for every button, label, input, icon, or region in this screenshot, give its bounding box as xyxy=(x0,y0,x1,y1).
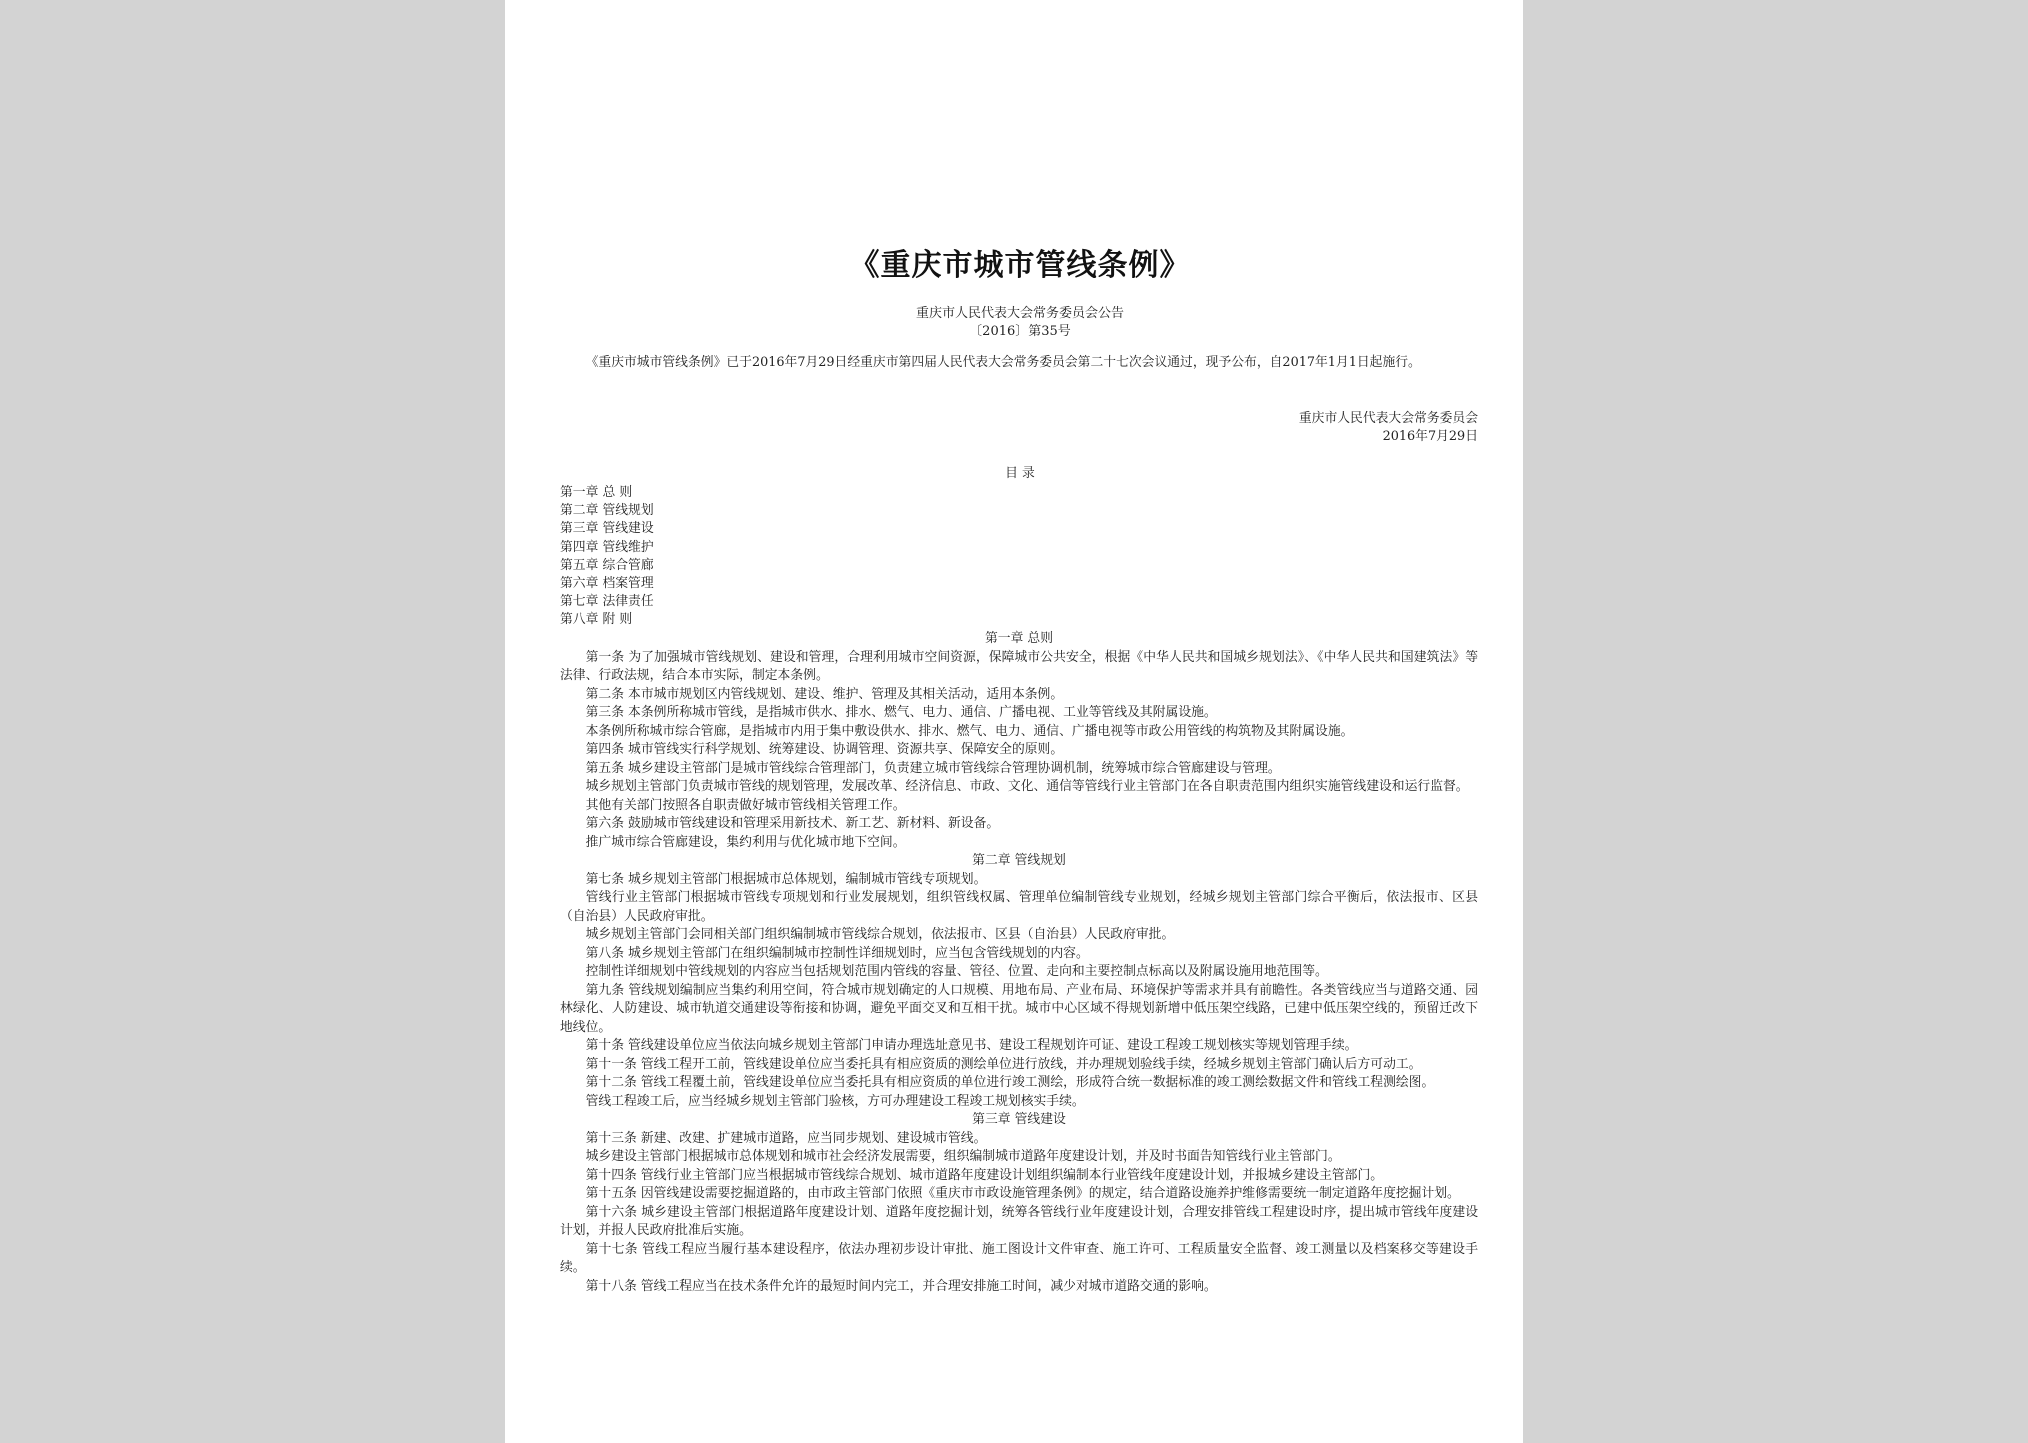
table-of-contents xyxy=(560,484,860,630)
article-paragraph: 第十七条 管线工程应当履行基本建设程序，依法办理初步设计审批、施工图设计文件审查、施工许可、工程质量安全监督、竣工测量以及档案移交等建设手续。 xyxy=(560,1241,1478,1275)
article-paragraph: 管线行业主管部门根据城市管线专项规划和行业发展规划，组织管线权属、管理单位编制管线专业规划，经城乡规划主管部门综合平衡后，依法报市、区县（自治县）人民政府审批。 xyxy=(560,890,1478,924)
article-paragraph: 本条例所称城市综合管廊，是指城市内用于集中敷设供水、排水、燃气、电力、通信、广播电视等市政公用管线的构筑物及其附属设施。 xyxy=(585,723,1354,739)
document-title: 《重庆市城市管线条例》 xyxy=(849,248,1191,283)
article-paragraph: 第一条 为了加强城市管线规划、建设和管理，合理利用城市空间资源，保障城市公共安全，根据《中华人民共和国城乡规划法》、《中华人民共和国建筑法》等法律、行政法规，结合本市实际，制定本条例。 xyxy=(560,649,1478,683)
chapter-heading: 第三章 管线建设 xyxy=(972,1112,1066,1127)
toc-item: 第四章 管线维护 xyxy=(560,539,654,555)
article-paragraph: 其他有关部门按照各自职责做好城市管线相关管理工作。 xyxy=(585,797,906,813)
article-paragraph: 控制性详细规划中管线规划的内容应当包括规划范围内管线的容量、管径、位置、走向和主要控制点标高以及附属设施用地范围等。 xyxy=(585,964,1328,979)
article-paragraph: 第二条 本市城市规划区内管线规划、建设、维护、管理及其相关活动，适用本条例。 xyxy=(585,686,1064,702)
toc-item: 第五章 综合管廊 xyxy=(560,557,654,573)
article-paragraph: 第十一条 管线工程开工前，管线建设单位应当委托具有相应资质的测绘单位进行放线，并办理规划验线手续，经城乡规划主管部门确认后方可动工。 xyxy=(585,1056,1422,1072)
signature-date: 2016年7月29日 xyxy=(1382,429,1478,444)
toc-item: 第三章 管线建设 xyxy=(560,521,654,537)
announcement-number: 〔2016〕第35号 xyxy=(969,324,1071,339)
article-paragraph: 第十八条 管线工程应当在技术条件允许的最短时间内完工，并合理安排施工时间，减少对城市道路交通的影响。 xyxy=(585,1278,1217,1294)
article-paragraph: 第十三条 新建、改建、扩建城市道路，应当同步规划、建设城市管线。 xyxy=(585,1130,987,1146)
document-body xyxy=(560,630,1478,1296)
article-paragraph: 第十五条 因管线建设需要挖掘道路的，由市政主管部门依照《重庆市市政设施管理条例》的规定，结合道路设施养护维修需要统一制定道路年度挖掘计划。 xyxy=(585,1186,1460,1201)
article-paragraph: 第五条 城乡建设主管部门是城市管线综合管理部门，负责建立城市管线综合管理协调机制，统筹城市综合管廊建设与管理。 xyxy=(585,760,1281,776)
article-paragraph: 第四条 城市管线实行科学规划、统筹建设、协调管理、资源共享、保障安全的原则。 xyxy=(585,742,1064,757)
article-paragraph: 推广城市综合管廊建设，集约利用与优化城市地下空间。 xyxy=(585,834,906,850)
article-paragraph: 城乡建设主管部门根据城市总体规划和城市社会经济发展需要，组织编制城市道路年度建设计划，并及时书面告知管线行业主管部门。 xyxy=(585,1149,1341,1164)
chapter-heading: 第二章 管线规划 xyxy=(972,853,1066,868)
article-paragraph: 第七条 城乡规划主管部门根据城市总体规划，编制城市管线专项规划。 xyxy=(585,871,987,887)
article-paragraph: 城乡规划主管部门负责城市管线的规划管理，发展改革、经济信息、市政、文化、通信等管线行业主管部门在各自职责范围内组织实施管线建设和运行监督。 xyxy=(585,779,1469,794)
toc-item: 第二章 管线规划 xyxy=(560,503,654,519)
article-paragraph: 第十条 管线建设单位应当依法向城乡规划主管部门申请办理选址意见书、建设工程规划许可证、建设工程竣工规划核实等规划管理手续。 xyxy=(585,1038,1358,1053)
article-paragraph: 第十四条 管线行业主管部门应当根据城市管线综合规划、城市道路年度建设计划组织编制本行业管线年度建设计划，并报城乡建设主管部门。 xyxy=(585,1167,1384,1183)
chapter-heading: 第一章 总则 xyxy=(984,631,1054,646)
article-paragraph: 第六条 鼓励城市管线建设和管理采用新技术、新工艺、新材料、新设备。 xyxy=(585,816,1000,831)
article-paragraph: 管线工程竣工后，应当经城乡规划主管部门验核，方可办理建设工程竣工规划核实手续。 xyxy=(585,1093,1085,1109)
signature: 重庆市人民代表大会常务委员会 xyxy=(1298,411,1478,426)
article-paragraph: 城乡规划主管部门会同相关部门组织编制城市管线综合规划，依法报市、区县（自治县）人民政府审批。 xyxy=(585,927,1175,942)
article-paragraph: 第十二条 管线工程覆土前，管线建设单位应当委托具有相应资质的单位进行竣工测绘，形成符合统一数据标准的竣工测绘数据文件和管线工程测绘图。 xyxy=(585,1075,1435,1090)
intro-paragraph: 《重庆市城市管线条例》已于2016年7月29日经重庆市第四届人民代表大会常务委员会第二十七次会议通过，现予公布，自2017年1月1日起施行。 xyxy=(585,355,1421,370)
article-paragraph: 第三条 本条例所称城市管线，是指城市供水、排水、燃气、电力、通信、广播电视、工业等管线及其附属设施。 xyxy=(585,705,1217,720)
document-page xyxy=(505,0,1523,1443)
issuer-line: 重庆市人民代表大会常务委员会公告 xyxy=(915,306,1124,321)
toc-item: 第一章 总 则 xyxy=(560,485,633,500)
article-paragraph: 第九条 管线规划编制应当集约利用空间，符合城市规划确定的人口规模、用地布局、产业布局、环境保护等需求并具有前瞻性。各类管线应当与道路交通、园林绿化、人防建设、城市轨道交通建设等衔接和协调，避免平面交叉和互相干扰。城市中心区域不得规划新增中低压架空线路，已建中低压架空线的，预留迁改下地线位。 xyxy=(560,982,1478,1035)
toc-item: 第八章 附 则 xyxy=(560,612,633,628)
toc-heading: 目 录 xyxy=(1005,466,1035,481)
article-paragraph: 第十六条 城乡建设主管部门根据道路年度建设计划、道路年度挖掘计划，统筹各管线行业年度建设计划，合理安排管线工程建设时序，提出城市管线年度建设计划，并报人民政府批准后实施。 xyxy=(560,1204,1478,1238)
toc-item: 第六章 档案管理 xyxy=(560,576,654,592)
toc-item: 第七章 法律责任 xyxy=(560,594,654,610)
article-paragraph: 第八条 城乡规划主管部门在组织编制城市控制性详细规划时，应当包含管线规划的内容。 xyxy=(585,945,1089,961)
